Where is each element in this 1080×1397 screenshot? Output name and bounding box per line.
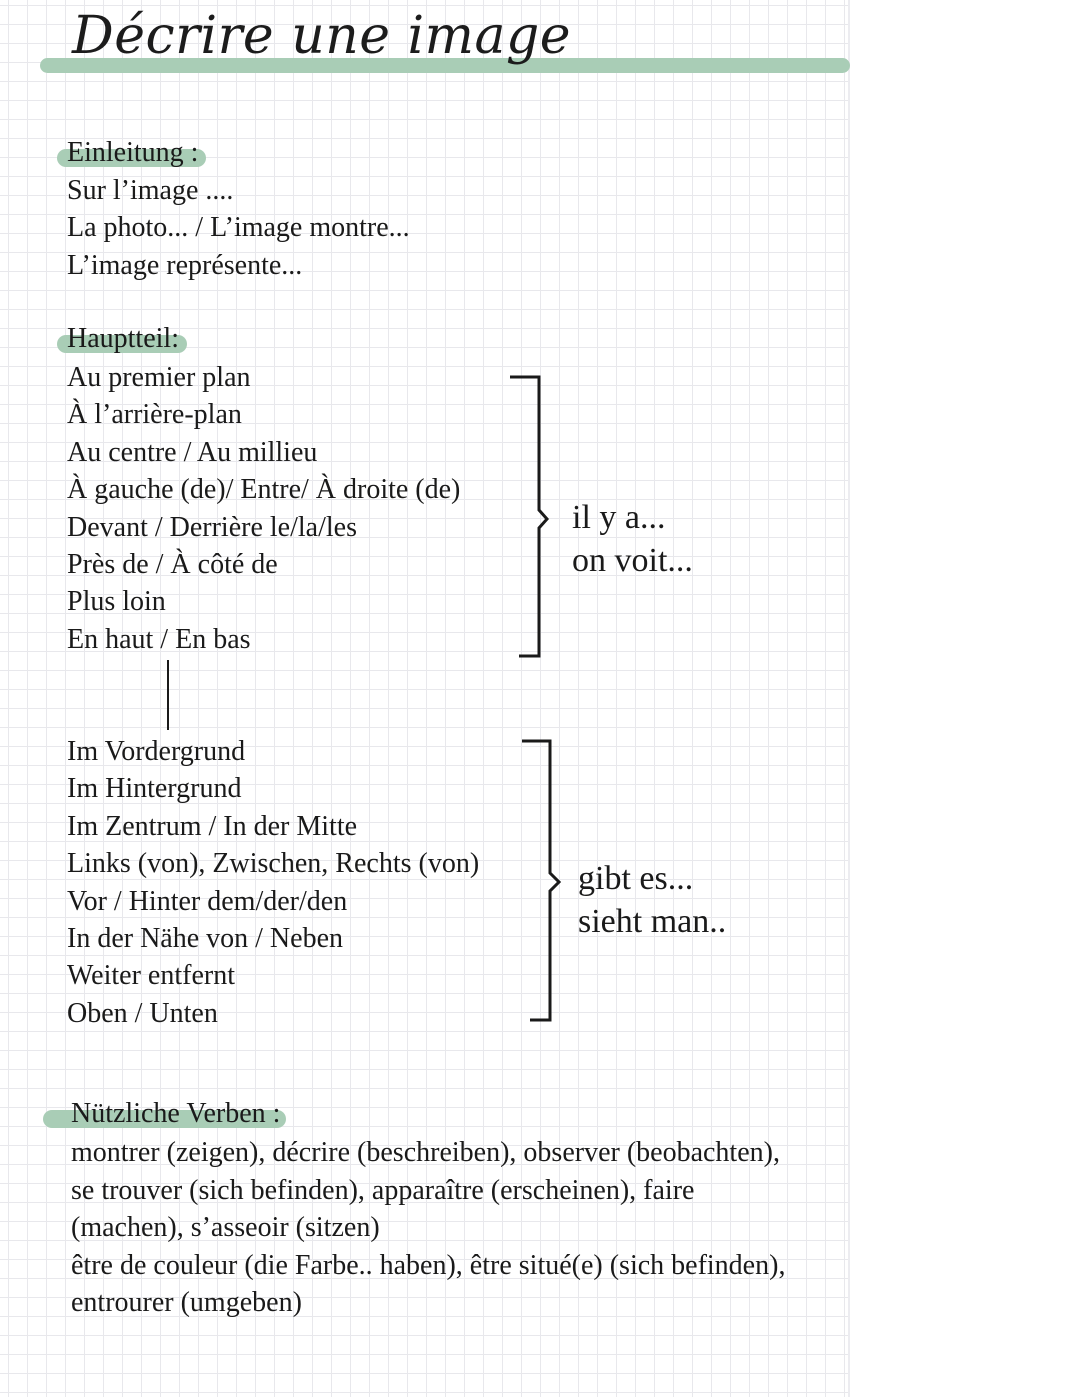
list-item: Au centre / Au millieu [67,436,318,468]
list-item: In der Nähe von / Neben [67,922,344,954]
list-item: En haut / En bas [67,623,251,655]
list-item: La photo... / L’image montre... [67,212,410,244]
verbs-line: être de couleur (die Farbe.. haben), être situé(e) (sich befinden), [71,1249,786,1281]
verbs-heading [71,1098,280,1130]
list-item: Sur l’image .... [67,175,234,206]
verbs-line: se trouver (sich befinden), apparaître (erscheinen), faire [71,1174,695,1206]
list-item: Oben / Unten [67,997,218,1029]
intro-heading-label: Einleitung : [67,137,199,168]
list-item: Au premier plan [67,362,251,393]
verbs-paragraph [71,1134,841,1322]
list-item: Im Hintergrund [67,773,242,805]
list-item: Plus loin [67,586,166,618]
verbs-heading-label: Nützliche Verben : [71,1098,281,1129]
german-curly-brace [522,741,559,1020]
list-item: Vor / Hinter dem/der/den [67,885,348,917]
list-item: Im Zentrum / In der Mitte [67,810,358,842]
list-item: Links (von), Zwischen, Rechts (von) [67,848,480,880]
brace-label-line: gibt es... [578,860,694,897]
list-item: À gauche (de)/ Entre/ À droite (de) [67,474,461,506]
verbs-line: (machen), s’asseoir (sitzen) [71,1212,380,1243]
list-item: Devant / Derrière le/la/les [67,511,357,543]
french-curly-brace [510,377,547,656]
brace-label-line: sieht man.. [578,903,727,940]
main-heading-label: Hauptteil: [67,323,179,354]
list-item: Weiter entfernt [67,960,235,992]
brace-label-line: on voit... [572,542,693,579]
list-item: L’image représente... [67,249,303,281]
verbs-line: montrer (zeigen), décrire (beschreiben), observer (beobachten), [71,1137,780,1168]
brace-label-line: il y a... [572,499,666,536]
list-item: Près de / À côté de [67,548,278,580]
page-title: Décrire une image [72,6,572,66]
list-item: Im Vordergrund [67,736,246,767]
verbs-line: entrourer (umgeben) [71,1287,302,1318]
list-item: À l’arrière-plan [67,399,242,431]
